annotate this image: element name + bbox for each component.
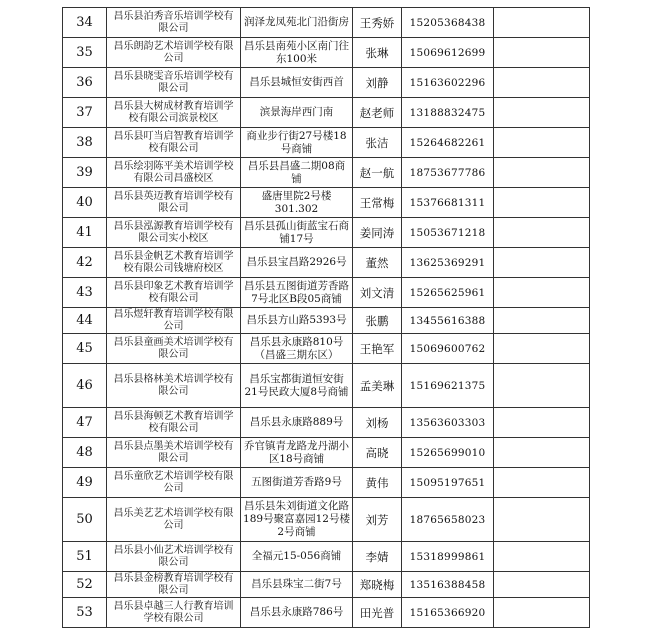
empty-cell bbox=[494, 218, 590, 248]
empty-cell bbox=[494, 188, 590, 218]
contact-person: 赵老师 bbox=[353, 98, 402, 128]
table-row bbox=[63, 364, 590, 408]
school-name: 昌乐县小仙艺术培训学校有限公司 bbox=[107, 542, 241, 572]
phone-number: 15205368438 bbox=[402, 8, 494, 38]
row-number: 34 bbox=[63, 8, 107, 38]
empty-cell bbox=[494, 128, 590, 158]
school-name: 昌乐县英迈教育培训学校有限公司 bbox=[107, 188, 241, 218]
table-row bbox=[63, 408, 590, 438]
school-name: 昌乐县印象艺术教育培训学校有限公司 bbox=[107, 278, 241, 308]
empty-cell bbox=[494, 468, 590, 498]
phone-number: 15095197651 bbox=[402, 468, 494, 498]
school-name: 昌乐绘羽陈平美术培训学校有限公司昌盛校区 bbox=[107, 158, 241, 188]
empty-cell bbox=[494, 98, 590, 128]
phone-number: 15053671218 bbox=[402, 218, 494, 248]
phone-number: 15265625961 bbox=[402, 278, 494, 308]
table-row bbox=[63, 468, 590, 498]
school-name: 昌乐县泓源教育培训学校有限公司实小校区 bbox=[107, 218, 241, 248]
empty-cell bbox=[494, 598, 590, 628]
empty-cell bbox=[494, 158, 590, 188]
empty-cell bbox=[494, 408, 590, 438]
table-body bbox=[63, 8, 590, 628]
school-address: 润泽龙凤苑北门沿街房 bbox=[241, 8, 353, 38]
table-row bbox=[63, 98, 590, 128]
phone-number: 13516388458 bbox=[402, 572, 494, 598]
school-address: 五图街道芳香路9号 bbox=[241, 468, 353, 498]
school-list-table bbox=[62, 7, 590, 628]
school-address: 昌乐县孤山街蓝宝石商铺17号 bbox=[241, 218, 353, 248]
school-address: 盛唐里院2号楼301.302 bbox=[241, 188, 353, 218]
school-address: 昌乐县珠宝二街7号 bbox=[241, 572, 353, 598]
table-row bbox=[63, 188, 590, 218]
school-address: 昌乐县永康路889号 bbox=[241, 408, 353, 438]
table-row bbox=[63, 8, 590, 38]
phone-number: 15165366920 bbox=[402, 598, 494, 628]
row-number: 51 bbox=[63, 542, 107, 572]
table-row bbox=[63, 308, 590, 334]
table-row bbox=[63, 248, 590, 278]
row-number: 45 bbox=[63, 334, 107, 364]
empty-cell bbox=[494, 572, 590, 598]
school-address: 昌乐县昌盛二期08商铺 bbox=[241, 158, 353, 188]
table-row bbox=[63, 572, 590, 598]
row-number: 38 bbox=[63, 128, 107, 158]
row-number: 39 bbox=[63, 158, 107, 188]
table-row bbox=[63, 542, 590, 572]
school-name: 昌乐县童画美术培训学校有限公司 bbox=[107, 334, 241, 364]
table-row bbox=[63, 158, 590, 188]
phone-number: 15169621375 bbox=[402, 364, 494, 408]
row-number: 41 bbox=[63, 218, 107, 248]
school-name: 昌乐朗韵艺术培训学校有限公司 bbox=[107, 38, 241, 68]
row-number: 35 bbox=[63, 38, 107, 68]
table-row bbox=[63, 218, 590, 248]
contact-person: 刘杨 bbox=[353, 408, 402, 438]
contact-person: 王常梅 bbox=[353, 188, 402, 218]
table-row bbox=[63, 438, 590, 468]
school-name: 昌乐县格林美术培训学校有限公司 bbox=[107, 364, 241, 408]
contact-person: 王秀娇 bbox=[353, 8, 402, 38]
phone-number: 15265699010 bbox=[402, 438, 494, 468]
table-row bbox=[63, 128, 590, 158]
school-name: 昌乐县海顿艺术教育培训学校有限公司 bbox=[107, 408, 241, 438]
school-name: 昌乐县泊秀音乐培训学校有限公司 bbox=[107, 8, 241, 38]
table-row bbox=[63, 498, 590, 542]
school-address: 昌乐县南苑小区南门往东100米 bbox=[241, 38, 353, 68]
school-name: 昌乐县大树成材教育培训学校有限公司滨景校区 bbox=[107, 98, 241, 128]
school-address: 昌乐县永康路810号（昌盛三期东区） bbox=[241, 334, 353, 364]
school-name: 昌乐县金帆艺术教育培训学校有限公司钱塘府校区 bbox=[107, 248, 241, 278]
contact-person: 董然 bbox=[353, 248, 402, 278]
contact-person: 刘静 bbox=[353, 68, 402, 98]
contact-person: 张琳 bbox=[353, 38, 402, 68]
empty-cell bbox=[494, 334, 590, 364]
row-number: 47 bbox=[63, 408, 107, 438]
school-address: 昌乐宝都街道恒安街21号民政大厦8号商铺 bbox=[241, 364, 353, 408]
school-address: 昌乐县朱刘街道文化路189号聚富嘉园12号楼2号商铺 bbox=[241, 498, 353, 542]
row-number: 43 bbox=[63, 278, 107, 308]
row-number: 36 bbox=[63, 68, 107, 98]
empty-cell bbox=[494, 542, 590, 572]
table-row bbox=[63, 334, 590, 364]
school-address: 昌乐县方山路5393号 bbox=[241, 308, 353, 334]
phone-number: 13563603303 bbox=[402, 408, 494, 438]
empty-cell bbox=[494, 8, 590, 38]
row-number: 37 bbox=[63, 98, 107, 128]
contact-person: 郑晓梅 bbox=[353, 572, 402, 598]
empty-cell bbox=[494, 38, 590, 68]
contact-person: 刘文清 bbox=[353, 278, 402, 308]
contact-person: 赵一航 bbox=[353, 158, 402, 188]
contact-person: 孟美琳 bbox=[353, 364, 402, 408]
school-name: 昌乐童欣艺术培训学校有限公司 bbox=[107, 468, 241, 498]
contact-person: 刘芳 bbox=[353, 498, 402, 542]
row-number: 52 bbox=[63, 572, 107, 598]
empty-cell bbox=[494, 278, 590, 308]
school-address: 商业步行街27号楼18号商铺 bbox=[241, 128, 353, 158]
row-number: 44 bbox=[63, 308, 107, 334]
phone-number: 13625369291 bbox=[402, 248, 494, 278]
row-number: 46 bbox=[63, 364, 107, 408]
school-address: 昌乐县城恒安街西首 bbox=[241, 68, 353, 98]
row-number: 53 bbox=[63, 598, 107, 628]
table-row bbox=[63, 68, 590, 98]
contact-person: 姜同涛 bbox=[353, 218, 402, 248]
row-number: 40 bbox=[63, 188, 107, 218]
phone-number: 15264682261 bbox=[402, 128, 494, 158]
school-name: 昌乐县叮当启智教育培训学校有限公司 bbox=[107, 128, 241, 158]
row-number: 48 bbox=[63, 438, 107, 468]
school-address: 昌乐县永康路786号 bbox=[241, 598, 353, 628]
contact-person: 李婧 bbox=[353, 542, 402, 572]
school-name: 昌乐县卓越三人行教育培训学校有限公司 bbox=[107, 598, 241, 628]
contact-person: 黄伟 bbox=[353, 468, 402, 498]
table-row bbox=[63, 38, 590, 68]
table-row bbox=[63, 598, 590, 628]
school-address: 昌乐县宝昌路2926号 bbox=[241, 248, 353, 278]
row-number: 50 bbox=[63, 498, 107, 542]
table-row bbox=[63, 278, 590, 308]
contact-person: 高晓 bbox=[353, 438, 402, 468]
phone-number: 15069600762 bbox=[402, 334, 494, 364]
contact-person: 张洁 bbox=[353, 128, 402, 158]
document-page bbox=[62, 7, 590, 628]
school-name: 昌乐煜轩教育培训学校有限公司 bbox=[107, 308, 241, 334]
school-name: 昌乐县金榜教育培训学校有限公司 bbox=[107, 572, 241, 598]
row-number: 49 bbox=[63, 468, 107, 498]
contact-person: 王艳军 bbox=[353, 334, 402, 364]
school-name: 昌乐县点墨美术培训学校有限公司 bbox=[107, 438, 241, 468]
phone-number: 15069612699 bbox=[402, 38, 494, 68]
phone-number: 13188832475 bbox=[402, 98, 494, 128]
empty-cell bbox=[494, 438, 590, 468]
empty-cell bbox=[494, 308, 590, 334]
contact-person: 田光普 bbox=[353, 598, 402, 628]
empty-cell bbox=[494, 498, 590, 542]
phone-number: 13455616388 bbox=[402, 308, 494, 334]
phone-number: 18765658023 bbox=[402, 498, 494, 542]
school-name: 昌乐美艺艺术培训学校有限公司 bbox=[107, 498, 241, 542]
empty-cell bbox=[494, 248, 590, 278]
school-name: 昌乐县晓雯音乐培训学校有限公司 bbox=[107, 68, 241, 98]
school-address: 滨景海岸西门南 bbox=[241, 98, 353, 128]
phone-number: 15163602296 bbox=[402, 68, 494, 98]
phone-number: 15376681311 bbox=[402, 188, 494, 218]
row-number: 42 bbox=[63, 248, 107, 278]
school-address: 全福元15-056商铺 bbox=[241, 542, 353, 572]
empty-cell bbox=[494, 364, 590, 408]
school-address: 昌乐县五图街道芳香路7号北区B段05商铺 bbox=[241, 278, 353, 308]
school-address: 乔官镇青龙路龙丹湖小区18号商铺 bbox=[241, 438, 353, 468]
phone-number: 18753677786 bbox=[402, 158, 494, 188]
contact-person: 张鹏 bbox=[353, 308, 402, 334]
phone-number: 15318999861 bbox=[402, 542, 494, 572]
empty-cell bbox=[494, 68, 590, 98]
